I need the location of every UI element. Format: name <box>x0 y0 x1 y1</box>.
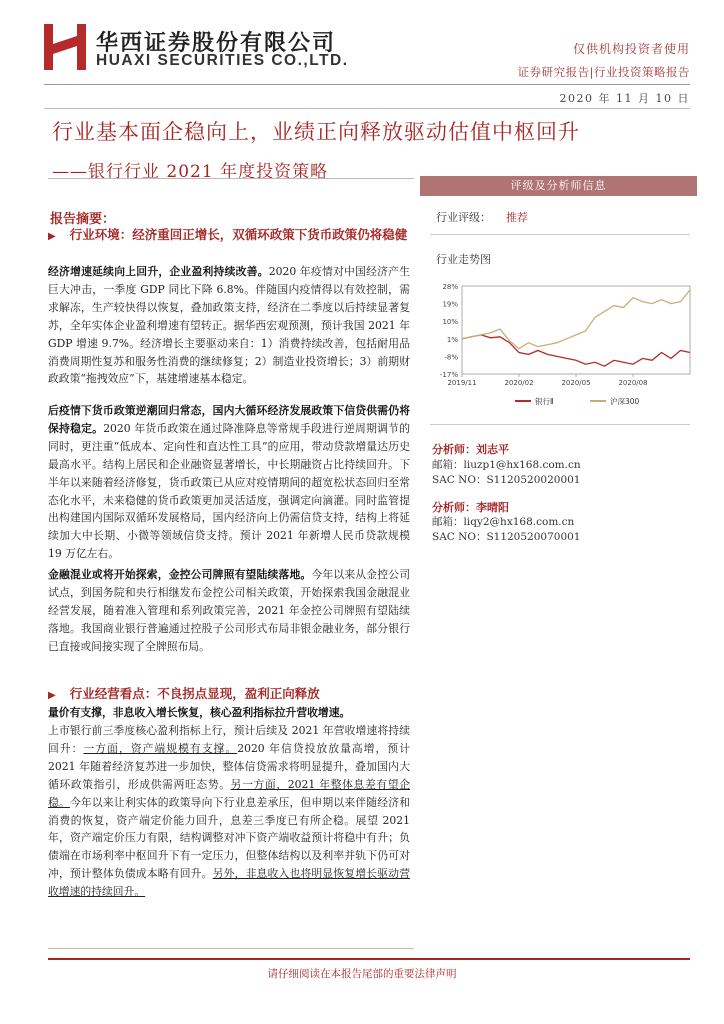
legend-label: 银行Ⅱ <box>535 397 554 406</box>
footer-divider <box>48 958 690 960</box>
paragraph-lead: 后疫情下货币政策逆潮回归常态，国内大循环经济发展政策下信贷供需仍将保持稳定。 <box>48 404 410 435</box>
page-title: 行业基本面企稳向上，业绩正向释放驱动估值中枢回升 <box>52 120 580 144</box>
series-line <box>462 290 690 349</box>
industry-trend-chart <box>420 274 697 414</box>
underlined-text: 另一方面，2021 年整体息差有望企稳。 <box>48 777 410 809</box>
paragraph-holding <box>48 566 410 656</box>
y-tick-label: 10% <box>442 318 458 327</box>
email-label: 邮箱： <box>432 459 464 471</box>
email-link[interactable]: liuzp1@hx168.com.cn <box>463 459 581 471</box>
legend-label: 沪深300 <box>610 397 640 406</box>
y-tick-label: -8% <box>444 353 458 362</box>
section-heading-operations <box>48 684 408 706</box>
paragraph-operations-lead <box>48 704 410 722</box>
y-tick-label: 19% <box>442 300 458 309</box>
y-tick-label: -17% <box>439 371 458 379</box>
triangle-bullet-icon: ▶ <box>48 690 56 701</box>
paragraph-operations <box>48 722 410 901</box>
page-subtitle: ——银行行业 2021 年度投资策略 <box>52 162 329 182</box>
paragraph-body: 2020 年信贷投放放量高增，预计 2021 年随着经济复苏进一步加快，整体信贷需求将明显提升，叠加国内大循环政策指引，形成供需两旺态势。 <box>48 741 411 791</box>
analyst-sac: SAC NO：S1120520020001 <box>432 474 581 486</box>
y-tick-label: 1% <box>446 335 458 344</box>
email-label: 邮箱： <box>432 516 464 528</box>
paragraph-body: 上市银行前三季度核心盈利指标上行，预计后续及 2021 年营收增速将持续回升： <box>48 724 410 755</box>
report-date: 2020 年 11 月 10 日 <box>559 92 690 105</box>
email-link[interactable]: liqy2@hx168.com.cn <box>463 516 575 528</box>
x-tick-label: 2020/02 <box>504 379 534 387</box>
paragraph-monetary <box>48 402 410 563</box>
paragraph-body: 今年以来从金控公司试点，到国务院和央行相继发布金控公司相关政策，开始探索我国金融混业经营发展，随着准入管理和系列政策完善，2021 年金控公司牌照有望陆续落地。我国商业银行普遍通过控股子公司形式布局非银金融业务，部分银行已直接或间接实现了全牌照布局。 <box>48 568 411 653</box>
analyst-email <box>432 514 574 529</box>
paragraph-lead: 金融混业或将开始探索，金控公司牌照有望陆续落地。 <box>48 568 312 581</box>
date-divider <box>44 108 690 109</box>
company-logo <box>44 22 86 72</box>
underlined-text: 另外，非息收入也将明显恢复增长驱动营收增速的持续回升。 <box>48 867 411 899</box>
paragraph-body: 2020 年疫情对中国经济产生巨大冲击，一季度 GDP 同比下降 6.8%。伴随国内疫情得以有效控制，需求解冻，生产较快得以恢复，叠加政策支持，经济在二季度以后持续显著复苏，全年实体企业盈利增速有望转正。据华西宏观预测，预计我国 2021 年 GDP 增速 9.7%。经济增长主要驱动来自：1）消费持续改善，包括耐用品消费周期性复苏和服务性消费的继续修复；2）制造业投资增长；3）前期财政政策“拖拽效应”下，基建增速基本稳定。 <box>48 265 410 386</box>
analyst-email <box>432 457 581 472</box>
summary-heading: 报告摘要： <box>50 212 116 227</box>
section-heading-text: 行业环境：经济重回正增长，双循环政策下货币政策仍将稳健 <box>69 227 408 242</box>
paragraph-body: 2020 年货币政策在通过降准降息等常规手段进行逆周期调节的同时，更注重“低成本、定向性和直达性工具”的应用，带动贷款增量达历史最高水平。结构上居民和企业融资显著增长，中长期融资占比持续回升。下半年以来随着经济修复，货币政策已从应对疫情期间的超宽松状态回归至常态化水平，未来稳健的货币政策更加灵活适度，强调定向滴灌。同时监管提出构建国内国际双循环发展格局，国内经济向上仍需信贷支持，结构上将延续加大中长期、小微等领域信贷支持。预计 2021 年新增人民币贷款规模 19 万亿左右。 <box>48 421 410 561</box>
paragraph-economy <box>48 263 410 388</box>
header-divider <box>44 84 690 85</box>
section-heading-text: 行业经营看点：不良拐点显现，盈利正向释放 <box>69 686 320 701</box>
analyst-sac: SAC NO：S1120520070001 <box>432 531 581 543</box>
paragraph-lead: 经济增速延续向上回升，企业盈利持续改善。 <box>48 265 269 278</box>
brand-name-en: HUAXI SECURITIES CO.,LTD. <box>96 52 349 69</box>
x-tick-label: 2020/05 <box>561 379 591 387</box>
sidebar-header: 评级及分析师信息 <box>420 176 697 196</box>
x-tick-label: 2020/08 <box>618 379 648 387</box>
audience-tag: 仅供机构投资者使用 <box>572 42 690 56</box>
report-type-tag: 证券研究报告|行业投资策略报告 <box>517 65 690 79</box>
paragraph-lead: 量价有支撑，非息收入增长恢复，核心盈利指标拉升营收增速。 <box>48 706 351 719</box>
footer-disclaimer: 请仔细阅读在本报告尾部的重要法律声明 <box>267 968 457 980</box>
analyst-name: 分析师：李晴阳 <box>432 501 509 514</box>
brand-name-cn: 华西证券股份有限公司 <box>96 31 337 56</box>
sidebar-divider <box>430 424 690 425</box>
x-tick-label: 2019/11 <box>447 379 477 387</box>
section-heading-environment <box>48 225 408 247</box>
sidebar-divider <box>430 234 690 235</box>
series-line <box>462 335 690 366</box>
paragraph-body: 今年以来让利实体的政策导向下行业息差承压，但申期以来伴随经济和消费的恢复，资产端定价能力回升，息差三季度已有所企稳。展望 2021 年，资产端定价压力有限，结构调整对冲下资产端收益预计将稳中有升；负债端在市场利率中枢回升下有一定压力，但整体结构以及利率并轨下仍可对冲，预计整体负债成本略有回升。 <box>48 795 411 881</box>
rating-label: 行业评级： <box>436 211 491 224</box>
trend-label: 行业走势图 <box>436 253 491 266</box>
underlined-text: 一方面，资产端规模有支撑。 <box>83 741 238 755</box>
y-tick-label: 28% <box>442 283 458 291</box>
analyst-name: 分析师：刘志平 <box>432 443 509 456</box>
rating-value: 推荐 <box>506 211 528 224</box>
triangle-bullet-icon: ▶ <box>48 231 56 242</box>
